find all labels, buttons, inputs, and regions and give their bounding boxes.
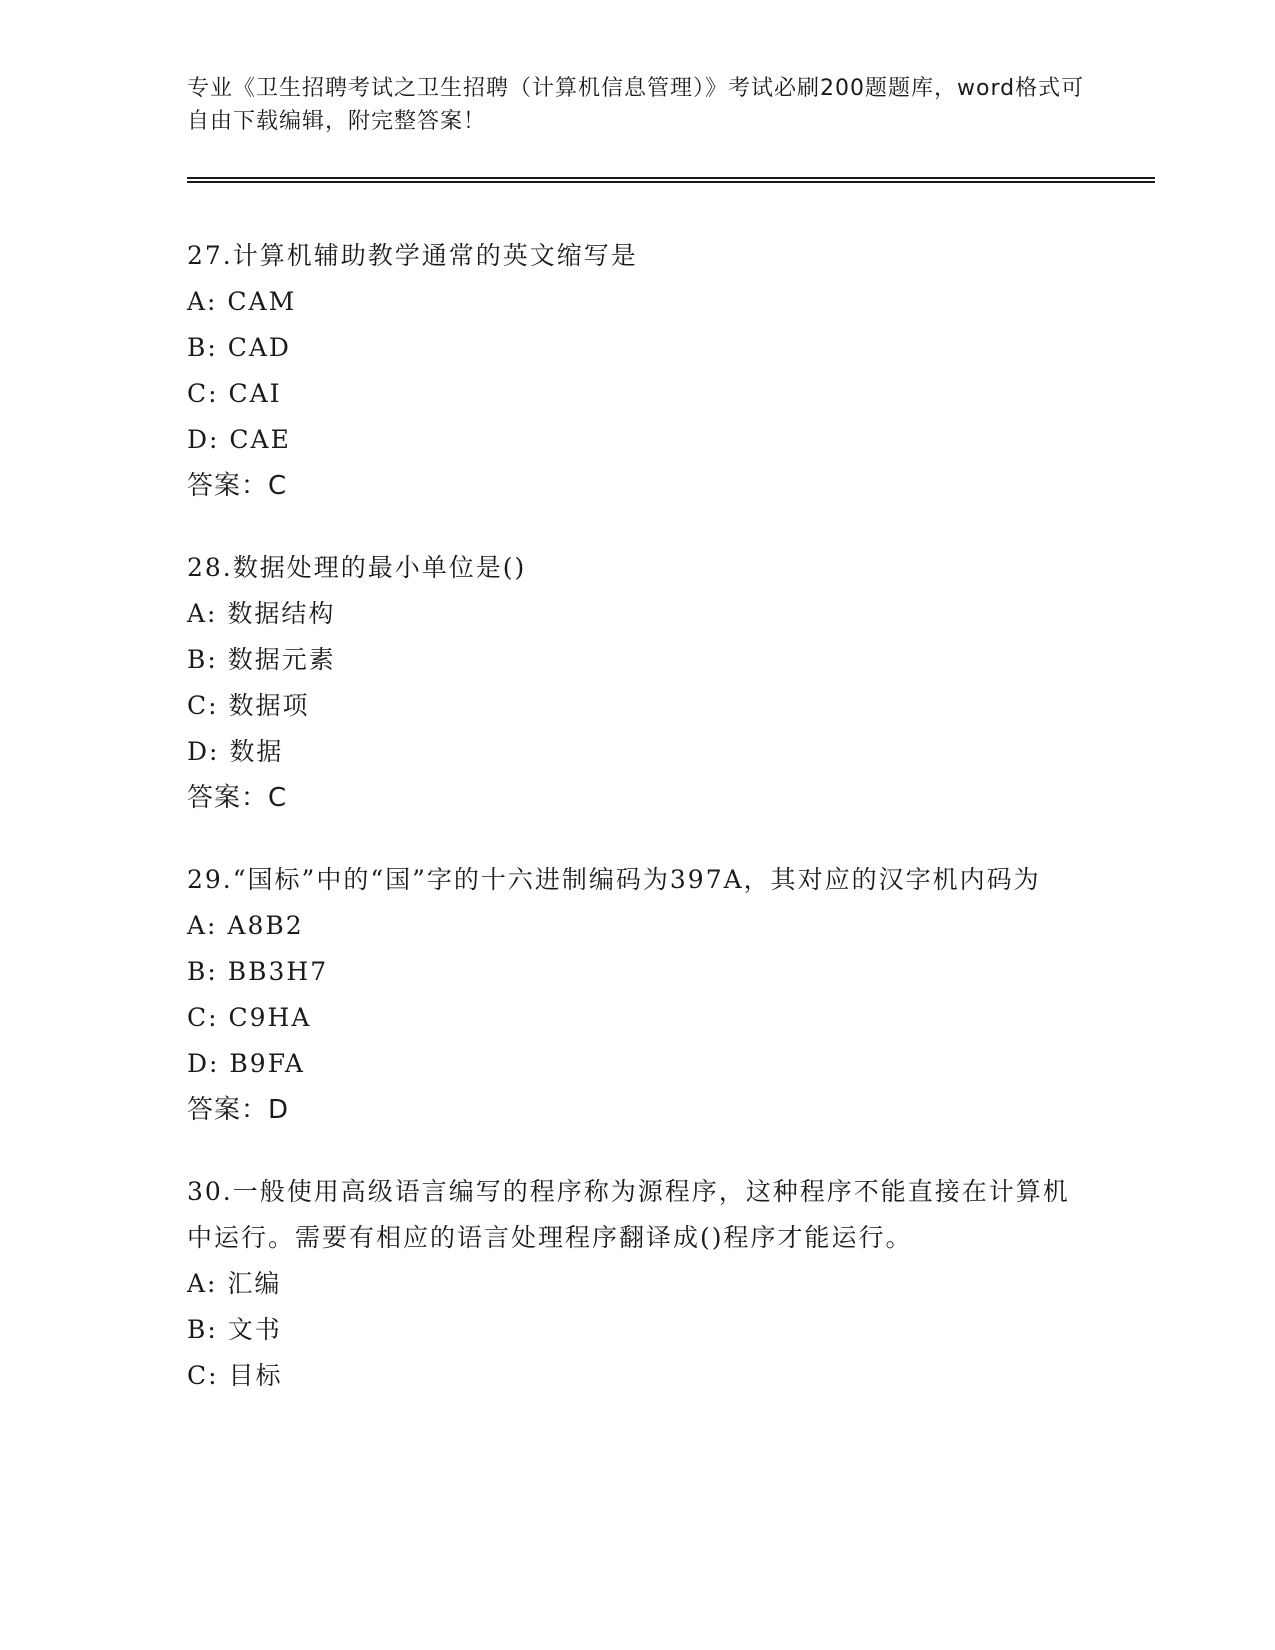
question-text: 27.计算机辅助教学通常的英文缩写是 (187, 241, 638, 270)
option-c: C: 目标 (187, 1361, 283, 1390)
option-b: B: 数据元素 (187, 645, 336, 674)
option-a: A: CAM (187, 287, 297, 316)
option-d: D: 数据 (187, 737, 284, 766)
question-text: 28.数据处理的最小单位是() (187, 553, 527, 582)
option-b: B: 文书 (187, 1315, 282, 1344)
option-a: A: A8B2 (187, 911, 304, 940)
option-a: A: 汇编 (187, 1269, 282, 1298)
option-d: D: CAE (187, 425, 291, 454)
option-b: B: CAD (187, 333, 291, 362)
option-c: C: 数据项 (187, 691, 310, 720)
answer-label: 答案：D (187, 1095, 290, 1125)
option-c: C: C9HA (187, 1003, 312, 1032)
question-30 (187, 1169, 1087, 1399)
option-c: C: CAI (187, 379, 282, 408)
question-text: 29.“国标”中的“国”字的十六进制编码为397A，其对应的汉字机内码为 (187, 865, 1041, 894)
question-28 (187, 545, 1087, 821)
option-a: A: 数据结构 (187, 599, 336, 628)
document-header: 专业《卫生招聘考试之卫生招聘（计算机信息管理）》考试必刷200题题库，word格式可自由下载编辑，附完整答案！ (187, 76, 1085, 134)
question-list (187, 233, 1087, 1435)
header-divider (187, 177, 1155, 183)
answer-label: 答案：C (187, 471, 288, 501)
option-b: B: BB3H7 (187, 957, 329, 986)
option-d: D: B9FA (187, 1049, 305, 1078)
answer-label: 答案：C (187, 783, 288, 813)
question-29 (187, 857, 1087, 1133)
question-text: 30.一般使用高级语言编写的程序称为源程序，这种程序不能直接在计算机中运行。需要有相应的语言处理程序翻译成()程序才能运行。 (187, 1177, 1070, 1252)
question-27 (187, 233, 1087, 509)
